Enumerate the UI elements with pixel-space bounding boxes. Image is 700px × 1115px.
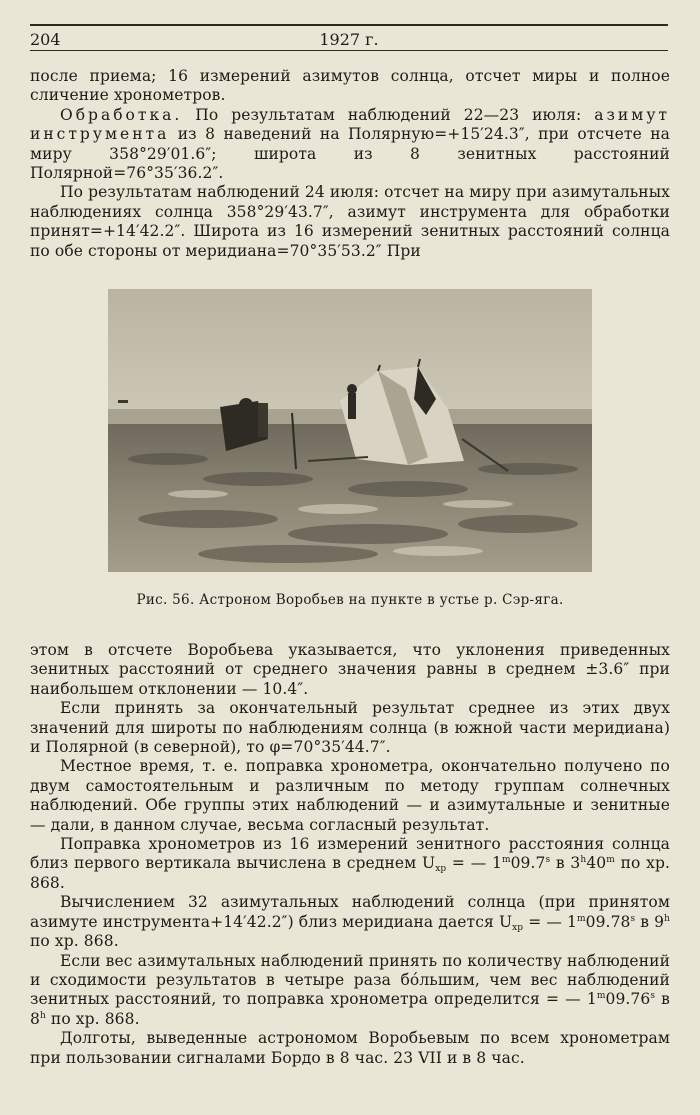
- formula-superscript: h: [664, 913, 671, 924]
- paragraph-correction-3: [30, 952, 670, 1030]
- formula-value: 09.76: [605, 990, 651, 1009]
- formula-value: = — 1: [446, 854, 502, 873]
- formula-superscript: s: [630, 913, 636, 924]
- spaced-word: азимут: [594, 105, 671, 124]
- formula-subscript: хр: [512, 922, 524, 933]
- paragraph-obrabotka: [30, 106, 670, 184]
- formula-superscript: m: [606, 855, 615, 866]
- formula-symbol: U: [422, 854, 436, 873]
- paragraph-correction-1: [30, 835, 670, 893]
- paragraph-correction-2: [30, 893, 670, 951]
- text-block-bottom: [30, 641, 670, 1068]
- formula-superscript: m: [501, 855, 511, 866]
- running-header: [30, 24, 668, 51]
- paragraph-text: из 8 наведений на Полярную=+15′24.3″, при отсчете на миру 358°29′01.6″; широта из 8 зенитных расстояний Полярной=76°35′36.2″.: [30, 125, 670, 183]
- formula-value: по хр. 868.: [30, 854, 671, 892]
- formula-symbol: U: [498, 912, 513, 931]
- formula-value: 09.7: [510, 854, 546, 873]
- photo-illustration: [108, 289, 592, 572]
- formula-value: в 8: [30, 990, 670, 1028]
- formula-superscript: m: [596, 991, 606, 1002]
- formula-value: по хр. 868.: [30, 932, 119, 951]
- formula-subscript: хр: [435, 864, 447, 875]
- running-title: 1927 г.: [319, 30, 379, 49]
- formula-value: по хр. 868.: [45, 1009, 140, 1028]
- paragraph-text: По результатам наблюдений 22—23 июля:: [195, 105, 582, 124]
- formula-value: 09.78: [585, 912, 631, 931]
- photo-figure: [108, 289, 592, 572]
- paragraph: Долготы, выведенные астрономом Воробьевым по всем хронометрам при пользовании сигналами Бордо в 8 час. 23 VII и в 8 час.: [30, 1029, 670, 1067]
- formula-superscript: h: [39, 1010, 46, 1021]
- formula-superscript: s: [650, 991, 656, 1002]
- formula-value: в 9: [635, 912, 665, 931]
- figure-caption: Рис. 56. Астроном Воробьев на пункте в устье р. Сэр-яга.: [136, 592, 564, 608]
- paragraph: этом в отсчете Воробьева указывается, что уклонения приведенных зенитных расстояний от среднего значения равны в среднем ±3.6″ при наибольшем отклонении — 10.4″.: [30, 641, 670, 698]
- formula-value: в 3: [550, 854, 581, 873]
- formula-value: = — 1: [523, 912, 577, 931]
- formula-superscript: m: [576, 913, 586, 924]
- spaced-word: инструмента: [30, 125, 170, 144]
- paragraph: Если принять за окончательный результат среднее из этих двух значений для широты по наблюдениям солнца (в южной части меридиана) и Полярной (в северной), то φ=70°35′44.7″.: [30, 699, 670, 757]
- paragraph-text: Поправка хронометров из 16 измерений зенитного расстояния солнца близ первого вертикала вычислена в среднем: [30, 835, 670, 873]
- text-block-top: [30, 67, 670, 261]
- formula-value: 40: [586, 854, 607, 873]
- paragraph: Местное время, т. е. поправка хронометра, окончательно получено по двум самостоятельным и различным по методу группам солнечных наблюдений. Обе группы этих наблюдений — и азимутальные и зенитные — дали, в данном случае, весьма согласный результат.: [30, 757, 670, 834]
- formula-superscript: h: [580, 855, 587, 866]
- page-number: 204: [30, 30, 61, 49]
- paragraph: после приема; 16 измерений азимутов солнца, отсчет миры и полное сличение хронометров.: [30, 67, 670, 105]
- section-label: Обработка.: [60, 105, 183, 124]
- paragraph-text: Вычислением 32 азимутальных наблюдений солнца (при принятом азимуте инструмента+14′42.2″) близ меридиана дается: [30, 893, 670, 931]
- paragraph-text: Если вес азимутальных наблюдений принять по количеству наблюдений и сходимости результатов в четыре раза бо́льшим, чем вес наблюдений зенитных расстояний, то поправка хронометра определится = — 1: [30, 951, 670, 1009]
- paragraph: По результатам наблюдений 24 июля: отсчет на миру при азимутальных наблюдениях солнца 358°29′43.7″, азимут инструмента для обработки принят=+14′42.2″. Широта из 16 измерений зенитных расстояний солнца по обе стороны от меридиана=70°35′53.2″ При: [30, 183, 670, 260]
- formula-superscript: s: [545, 855, 551, 866]
